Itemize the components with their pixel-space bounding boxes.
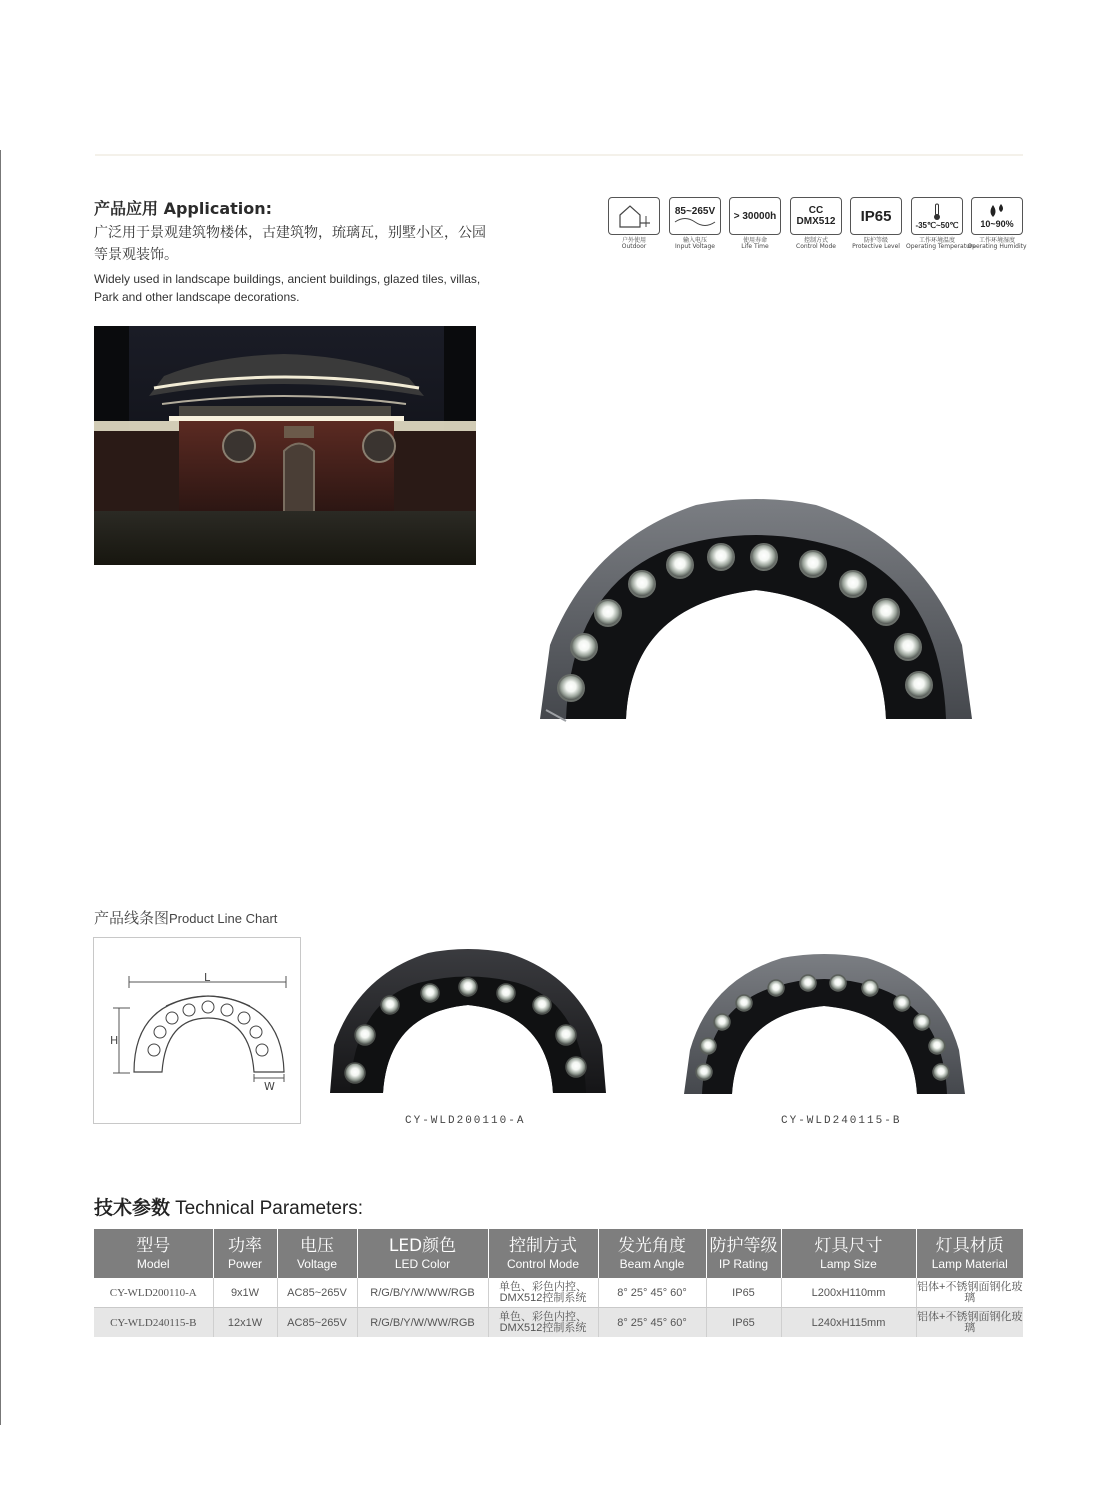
application-title: 产品应用 Application: — [94, 199, 273, 218]
application-photo-night-building — [94, 326, 476, 565]
technical-parameters-title: 技术参数 Technical Parameters: — [94, 1197, 364, 1219]
table-row — [94, 1278, 1023, 1308]
model-caption-a: CY-WLD200110-A — [405, 1115, 526, 1127]
feature-caption: 输入电压 Input Voltage — [675, 237, 715, 250]
life-time-icon: > 30000h — [729, 197, 781, 235]
table-row — [94, 1308, 1023, 1338]
column-header: 功率 Power — [213, 1229, 277, 1278]
house-outdoor-icon — [608, 197, 660, 235]
feature-caption: 使用寿命 Life Time — [741, 237, 769, 250]
column-header: 灯具尺寸 Lamp Size — [781, 1229, 916, 1278]
ip-rating-icon: IP65 — [850, 197, 902, 235]
feature-caption: 户外使用 Outdoor — [621, 237, 647, 250]
page-left-edge-line — [0, 150, 1, 1425]
technical-parameters-table — [94, 1229, 1023, 1337]
cell-model: CY-WLD240115-B — [94, 1308, 213, 1338]
table-header-row — [94, 1229, 1023, 1278]
dimension-drawing — [93, 937, 301, 1124]
column-header: 防护等级 IP Rating — [706, 1229, 781, 1278]
column-header: 电压 Voltage — [277, 1229, 357, 1278]
cell-control-mode: 单色、彩色内控、DMX512控制系统 — [488, 1278, 598, 1308]
thermometer-icon: -35℃~50℃ — [911, 197, 963, 235]
feature-caption: 工作环境温度 Operating Temperature — [906, 237, 976, 250]
product-lamp-black-image — [328, 945, 608, 1097]
cell-power: 12x1W — [213, 1308, 277, 1338]
cell-beam-angle: 8° 25° 45° 60° — [598, 1278, 706, 1308]
cell-lamp-size: L240xH115mm — [781, 1308, 916, 1338]
dimension-label-l: L — [204, 971, 211, 984]
product-line-chart-title: 产品线条图Product Line Chart — [94, 909, 278, 927]
cell-lamp-size: L200xH110mm — [781, 1278, 916, 1308]
application-description-cn: 广泛用于景观建筑物楼体，古建筑物，琉璃瓦，别墅小区，公园等景观装饰。 — [94, 225, 486, 263]
product-lamp-gray-image — [682, 950, 967, 1098]
top-divider — [95, 154, 1023, 156]
dimension-label-h: H — [110, 1034, 119, 1047]
feature-caption: 控制方式 Control Mode — [796, 237, 836, 250]
product-lamp-large-image — [536, 495, 976, 727]
column-header: LED颜色 LED Color — [357, 1229, 488, 1278]
dimension-label-w: W — [264, 1080, 275, 1093]
model-caption-b: CY-WLD240115-B — [781, 1115, 902, 1127]
cell-lamp-material: 铝体+不锈钢面钢化玻璃 — [916, 1308, 1023, 1338]
cell-model: CY-WLD200110-A — [94, 1278, 213, 1308]
cell-ip-rating: IP65 — [706, 1308, 781, 1338]
cell-beam-angle: 8° 25° 45° 60° — [598, 1308, 706, 1338]
voltage-wave-icon: 85~265V — [669, 197, 721, 235]
feature-caption: 防护等级 Protective Level — [852, 237, 900, 250]
feature-caption: 工作环境湿度 Operating Humidity — [967, 237, 1027, 250]
cell-control-mode: 单色、彩色内控、DMX512控制系统 — [488, 1308, 598, 1338]
humidity-drops-icon: 10~90% — [971, 197, 1023, 235]
cell-lamp-material: 铝体+不锈钢面钢化玻璃 — [916, 1278, 1023, 1308]
column-header: 发光角度 Beam Angle — [598, 1229, 706, 1278]
cell-led-color: R/G/B/Y/W/WW/RGB — [357, 1278, 488, 1308]
column-header: 型号 Model — [94, 1229, 213, 1278]
column-header: 控制方式 Control Mode — [488, 1229, 598, 1278]
cell-led-color: R/G/B/Y/W/WW/RGB — [357, 1308, 488, 1338]
cell-power: 9x1W — [213, 1278, 277, 1308]
application-description-en: Widely used in landscape buildings, ancient buildings, glazed tiles, villas, Park and other landscape decorations. — [94, 272, 481, 304]
cell-ip-rating: IP65 — [706, 1278, 781, 1308]
cell-voltage: AC85~265V — [277, 1308, 357, 1338]
control-mode-icon: CC DMX512 — [790, 197, 842, 235]
cell-voltage: AC85~265V — [277, 1278, 357, 1308]
column-header: 灯具材质 Lamp Material — [916, 1229, 1023, 1278]
